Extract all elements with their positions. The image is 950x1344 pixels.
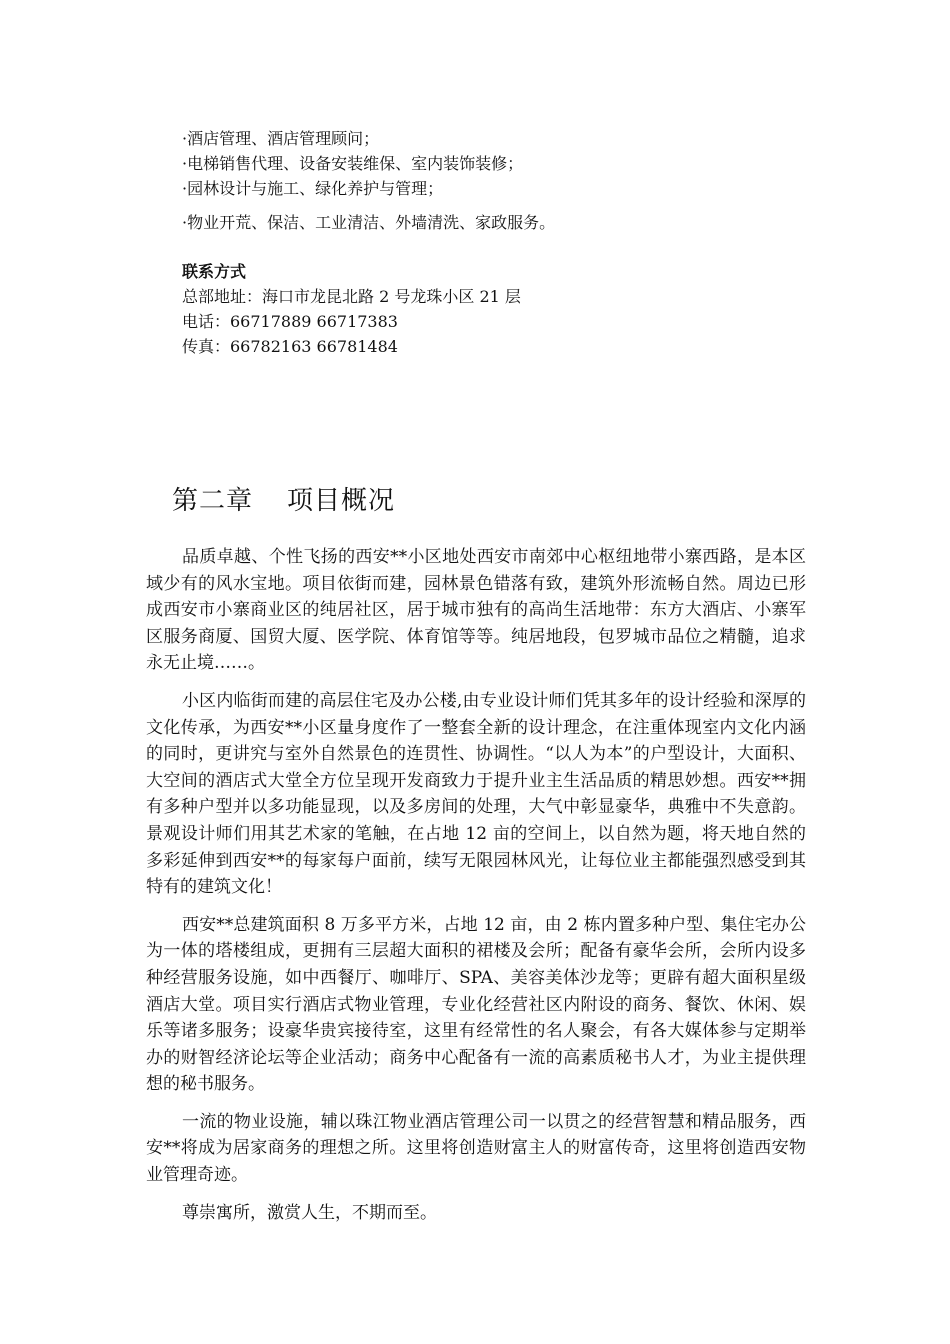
- contact-address: 总部地址：海口市龙昆北路 2 号龙珠小区 21 层: [182, 287, 521, 306]
- contact-phone: 电话：66717889 66717383: [182, 312, 398, 331]
- paragraph-management: 一流的物业设施，辅以珠江物业酒店管理公司一以贯之的经营智慧和精品服务，西安**将成为居家商务的理想之所。这里将创造财富主人的财富传奇，这里将创造西安物业管理奇迹。: [146, 1111, 806, 1186]
- contact-section: [182, 259, 822, 359]
- service-item-elevator: ·电梯销售代理、设备安装维保、室内装饰装修；: [182, 154, 524, 173]
- paragraph-closing: 尊崇寓所，激赏人生，不期而至。: [182, 1202, 437, 1223]
- contact-fax: 传真：66782163 66781484: [182, 337, 398, 356]
- paragraph-facilities: 西安**总建筑面积 8 万多平方米，占地 12 亩，由 2 栋内置多种户型、集住宅办公为一体的塔楼组成，更拥有三层超大面积的裙楼及会所；配备有豪华会所，会所内设多种经营服务设施，如中西餐厅、咖啡厅、SPA、美容美体沙龙等；更辟有超大面积星级酒店大堂。项目实行酒店式物业管理，专业化经营社区内附设的商务、餐饮、休闲、娱乐等诸多服务；设豪华贵宾接待室，这里有经常性的名人聚会，有各大媒体参与定期举办的财智经济论坛等企业活动；商务中心配备有一流的高素质秘书人才，为业主提供理想的秘书服务。: [146, 914, 806, 1095]
- contact-title: 联系方式: [182, 262, 247, 281]
- chapter-heading: [172, 480, 395, 517]
- chapter-body: [146, 544, 806, 1237]
- service-item-hotel: ·酒店管理、酒店管理顾问；: [182, 129, 380, 148]
- chapter-number: 第二章: [172, 486, 254, 516]
- paragraph-design: 小区内临街而建的高层住宅及办公楼,由专业设计师们凭其多年的设计经验和深厚的文化传承，为西安**小区量身度作了一整套全新的设计理念，在注重体现室内文化内涵的同时，更讲究与室外自然景色的连贯性、协调性。“以人为本”的户型设计，大面积、大空间的酒店式大堂全方位呈现开发商致力于提升业主生活品质的精思妙想。西安**拥有多种户型并以多功能显现，以及多房间的处理，大气中彰显豪华，典雅中不失意韵。景观设计师们用其艺术家的笔触，在占地 12 亩的空间上，以自然为题，将天地自然的多彩延伸到西安**的每家每户面前，续写无限园林风光，让每位业主都能强烈感受到其特有的建筑文化！: [146, 690, 806, 898]
- service-item-landscape: ·园林设计与施工、绿化养护与管理；: [182, 179, 444, 198]
- chapter-title: 项目概况: [287, 486, 396, 516]
- paragraph-location: 品质卓越、个性飞扬的西安**小区地处西安市南郊中心枢纽地带小寨西路，是本区域少有的风水宝地。项目依街而建，园林景色错落有致，建筑外形流畅自然。周边已形成西安市小寨商业区的纯居社区，居于城市独有的高尚生活地带：东方大酒店、小寨军区服务商厦、国贸大厦、医学院、体育馆等等。纯居地段，包罗城市品位之精髓，追求永无止境……。: [146, 547, 806, 674]
- service-list: [182, 126, 822, 235]
- service-item-cleaning: ·物业开荒、保洁、工业清洁、外墙清洗、家政服务。: [182, 213, 556, 232]
